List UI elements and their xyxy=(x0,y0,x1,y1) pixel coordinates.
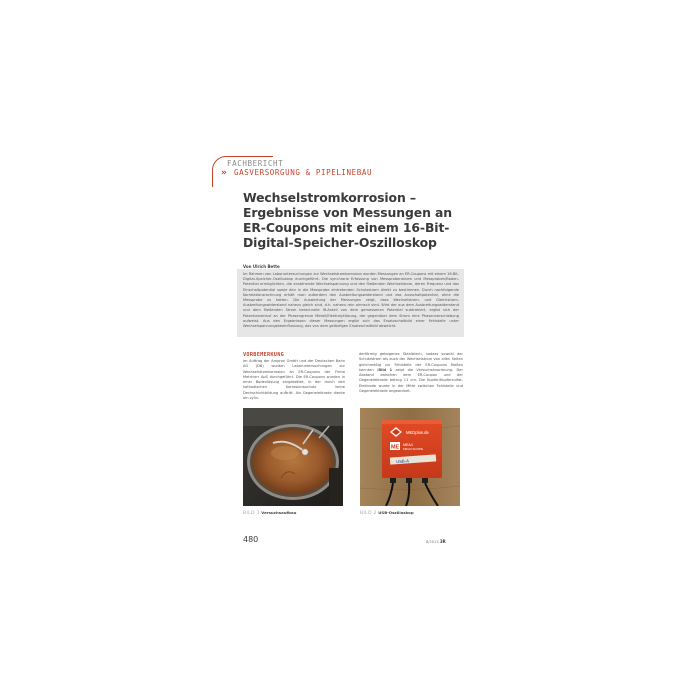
body-text-part: zeigt die Versuchsanordnung. Der Abstand zwischen dem ER-Coupon und der Gegenelektrode betrug 11 cm. Die Kupfer/Kupfersulfat-Elektrode wurde in der Mitte zwischen Fehlstelle und Gegenelektrode angeordnet. xyxy=(359,367,463,394)
oscilloscope-illustration xyxy=(360,408,460,506)
title-line: Wechselstromkorrosion – xyxy=(243,190,416,205)
photo-experimental-setup xyxy=(243,408,343,506)
figure-caption-text: Versuchsaufbau xyxy=(261,510,297,515)
text-column-right xyxy=(359,352,463,394)
device-line-1: MEA4 xyxy=(403,443,413,447)
device-brand-logo: ME xyxy=(391,444,400,451)
figure-caption xyxy=(360,510,414,516)
header-category: GASVERSORGUNG & PIPELINEBAU xyxy=(234,168,373,177)
figure-number: BILD 2 xyxy=(360,511,377,516)
title-line: Digital-Speicher-Oszilloskop xyxy=(243,235,437,250)
chevron-right-icon: » xyxy=(221,168,227,178)
text-column-left xyxy=(243,352,345,401)
body-text xyxy=(359,352,463,394)
issue-date: 8/2013 xyxy=(426,540,439,544)
title-line: ER-Coupons mit einem 16-Bit- xyxy=(243,220,450,235)
figure-reference: Bild 1 xyxy=(378,367,393,372)
figure-number: BILD 1 xyxy=(243,511,260,516)
abstract-box xyxy=(237,269,464,337)
figure-caption xyxy=(243,510,296,516)
device-site-label: MEDplus.de xyxy=(406,430,429,435)
body-text-part: derförmig gebogenes Stahlblech, sodass sowohl der Schutzstrom als auch der Wechselstrom von allen Seiten gleichmäßig zur Fehlstelle der ER-Coupons fließen konnten ( xyxy=(359,352,463,372)
article-title xyxy=(243,190,483,250)
author-line: Von Ulrich Bette xyxy=(243,264,280,269)
figure-caption-text: USB-Oszilloskop xyxy=(378,510,414,515)
section-header xyxy=(212,156,472,186)
device-line-2: M6/A3 SCOPE xyxy=(403,447,424,451)
page-number: 480 xyxy=(243,535,259,544)
title-line: Ergebnisse von Messungen an xyxy=(243,205,452,220)
body-text: Im Auftrag der Ampron GmbH und der Deutschen Bahn AG (DB) wurden Laboruntersuchungen zur Wechselstromkorrosion an ER-Coupons der Firma Metricorr ApS durchgeführt. Die ER-Coupons wurden in einer Bodenlösung eingebettet, in der durch den kathodischen Korrosionsschutz keine Deckschichtbildung auftritt. Als Gegenelektrode diente ein zylin- xyxy=(243,359,345,401)
issue-info xyxy=(426,539,446,544)
section-heading: VORBEMERKUNG xyxy=(243,352,285,358)
header-label: FACHBERICHT xyxy=(227,159,284,168)
abstract-text: Im Rahmen von Laboruntersuchungen zur Wechselstromkorrosion wurden Messungen an ER-Coupons mit einem 16-Bit-Digital-Speicher-Oszilloskop durchgeführt. Die synchrone Erfassung von Messprobenstrom und Messproben/Boden-Potential ermöglichten, die anstehende Wechselspannung und den fließenden Wechselstrom, deren Frequenz und das Einschaltpotential sowie den in die Messprobe eintretenden Schutzstrom direkt zu bestimmen. Durch nachfolgende Korrelationsrechnung erhält man außerdem den Ausbreitungswiderstand und das Ausschaltpotential, ohne die Messprobe zu takten. Die Auswertung der Messungen zeigt, dass Wechselstrom- und Gleichstrom-Ausbreitungswiderstand nahezu gleich sind, d.h. nahezu rein ohmsch sind. Wird der aus dem Ausbreitungswiderstand und dem fließenden Strom berechnete IR-Anteil von dem gemessenen Potential subtrahiert, ergibt sich der Potentialverlauf an der Phasengrenze Metall/Elektrolytlösung, der gegenüber dem Strom eine Phasenverschiebung aufweist. Aus den Ergebnissen dieser Messungen ergibt sich das Ersatzschaltbild einer Fehlstelle unter Wechselspannungsbeeinflussung, das von dem geläufigen Ersatzschaltbild abweicht. xyxy=(243,272,459,329)
device-tape-label: USB-A xyxy=(395,458,410,465)
photo-usb-oscilloscope xyxy=(360,408,460,506)
journal-logo: 3R xyxy=(439,539,446,544)
setup-illustration xyxy=(243,408,343,506)
